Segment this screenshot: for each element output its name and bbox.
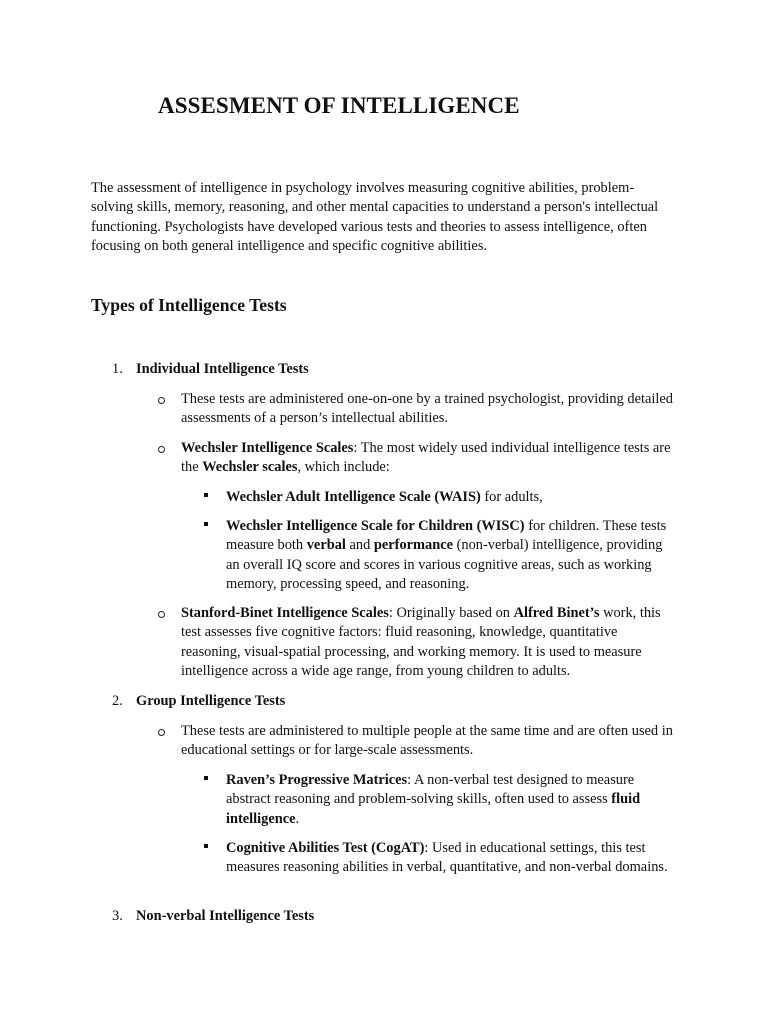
text: : The most widely used individual intelligence tests are the — [181, 440, 671, 476]
list-item-2-sub-1: These tests are administered to multiple people at the same time and are often used in educational settings or for large-scale assessments. — [181, 723, 673, 759]
term: performance — [373, 537, 454, 554]
hollow-circle-bullet-icon — [158, 397, 165, 404]
list-item-heading-text: Non-verbal Intelligence Tests — [136, 908, 315, 924]
filled-square-bullet-icon — [204, 493, 208, 497]
term: fluid intelligence — [226, 791, 641, 827]
list-item-2-bullet-2 — [226, 839, 671, 878]
text: and — [345, 537, 374, 554]
text: . — [295, 810, 300, 827]
term: Wechsler Adult Intelligence Scale (WAIS) — [226, 489, 481, 505]
term: Alfred Binet’s — [513, 605, 600, 621]
text: work, this test assesses five cognitive factors: fluid reasoning, knowledge, quantitative reasoning, visual-spatial processing, and working memory. It is used to measure intelligence across a wide age range, from young children to adults. — [181, 605, 661, 679]
hollow-circle-bullet-icon — [158, 729, 165, 736]
list-item-heading-3 — [136, 907, 676, 926]
text: : Used in educational settings, this test measures reasoning abilities in verbal, quantitative, and non-verbal domains. — [226, 840, 668, 876]
list-number-1: 1. — [112, 361, 123, 377]
text: , which include: — [297, 459, 390, 476]
term: Raven’s Progressive Matrices — [226, 772, 408, 788]
text: for adults, — [480, 489, 543, 505]
page-title: ASSESMENT OF INTELLIGENCE — [158, 93, 520, 118]
term: verbal — [306, 537, 346, 554]
list-item-1-sub-2 — [181, 439, 676, 478]
list-item-heading-text: Group Intelligence Tests — [136, 693, 286, 709]
hollow-circle-bullet-icon — [158, 446, 165, 453]
section-heading: Types of Intelligence Tests — [91, 295, 287, 315]
text: : A non-verbal test designed to measure abstract reasoning and problem-solving skills, often used to assess — [226, 772, 635, 808]
text: (non-verbal) intelligence, providing an overall IQ score and scores in various cognitive areas, such as working memory, processing speed, and reasoning. — [226, 537, 663, 592]
term: Cognitive Abilities Test (CogAT) — [226, 840, 425, 856]
term: Wechsler scales — [202, 459, 298, 476]
list-item-2-bullet-1 — [226, 771, 671, 829]
term: Stanford-Binet Intelligence Scales — [181, 605, 389, 621]
text: for children. These tests measure both — [226, 518, 667, 554]
term: Wechsler Intelligence Scales — [181, 440, 354, 456]
term: Wechsler Intelligence Scale for Children (WISC) — [226, 518, 525, 534]
list-item-heading-1 — [136, 360, 676, 379]
filled-square-bullet-icon — [204, 844, 208, 848]
intro-paragraph: The assessment of intelligence in psychology involves measuring cognitive abilities, problem-solving skills, memory, reasoning, and other mental capacities to understand a person's intellectual functioning. Psychologists have developed various tests and theories to assess intelligence, often focusing on both general intelligence and specific cognitive abilities. — [91, 180, 659, 254]
list-item-1-bullet-2 — [226, 517, 671, 594]
list-item-1-sub-1: These tests are administered one-on-one by a trained psychologist, providing detailed assessments of a person’s intellectual abilities. — [181, 391, 673, 427]
filled-square-bullet-icon — [204, 776, 208, 780]
list-item-heading-text: Individual Intelligence Tests — [136, 361, 309, 377]
hollow-circle-bullet-icon — [158, 611, 165, 618]
list-number-2: 2. — [112, 693, 123, 709]
filled-square-bullet-icon — [204, 522, 208, 526]
list-item-1-bullet-1 — [226, 488, 671, 507]
text: : Originally based on — [388, 605, 514, 621]
list-item-heading-2 — [136, 692, 676, 711]
list-number-3: 3. — [112, 908, 123, 924]
list-item-1-sub-3 — [181, 604, 676, 681]
